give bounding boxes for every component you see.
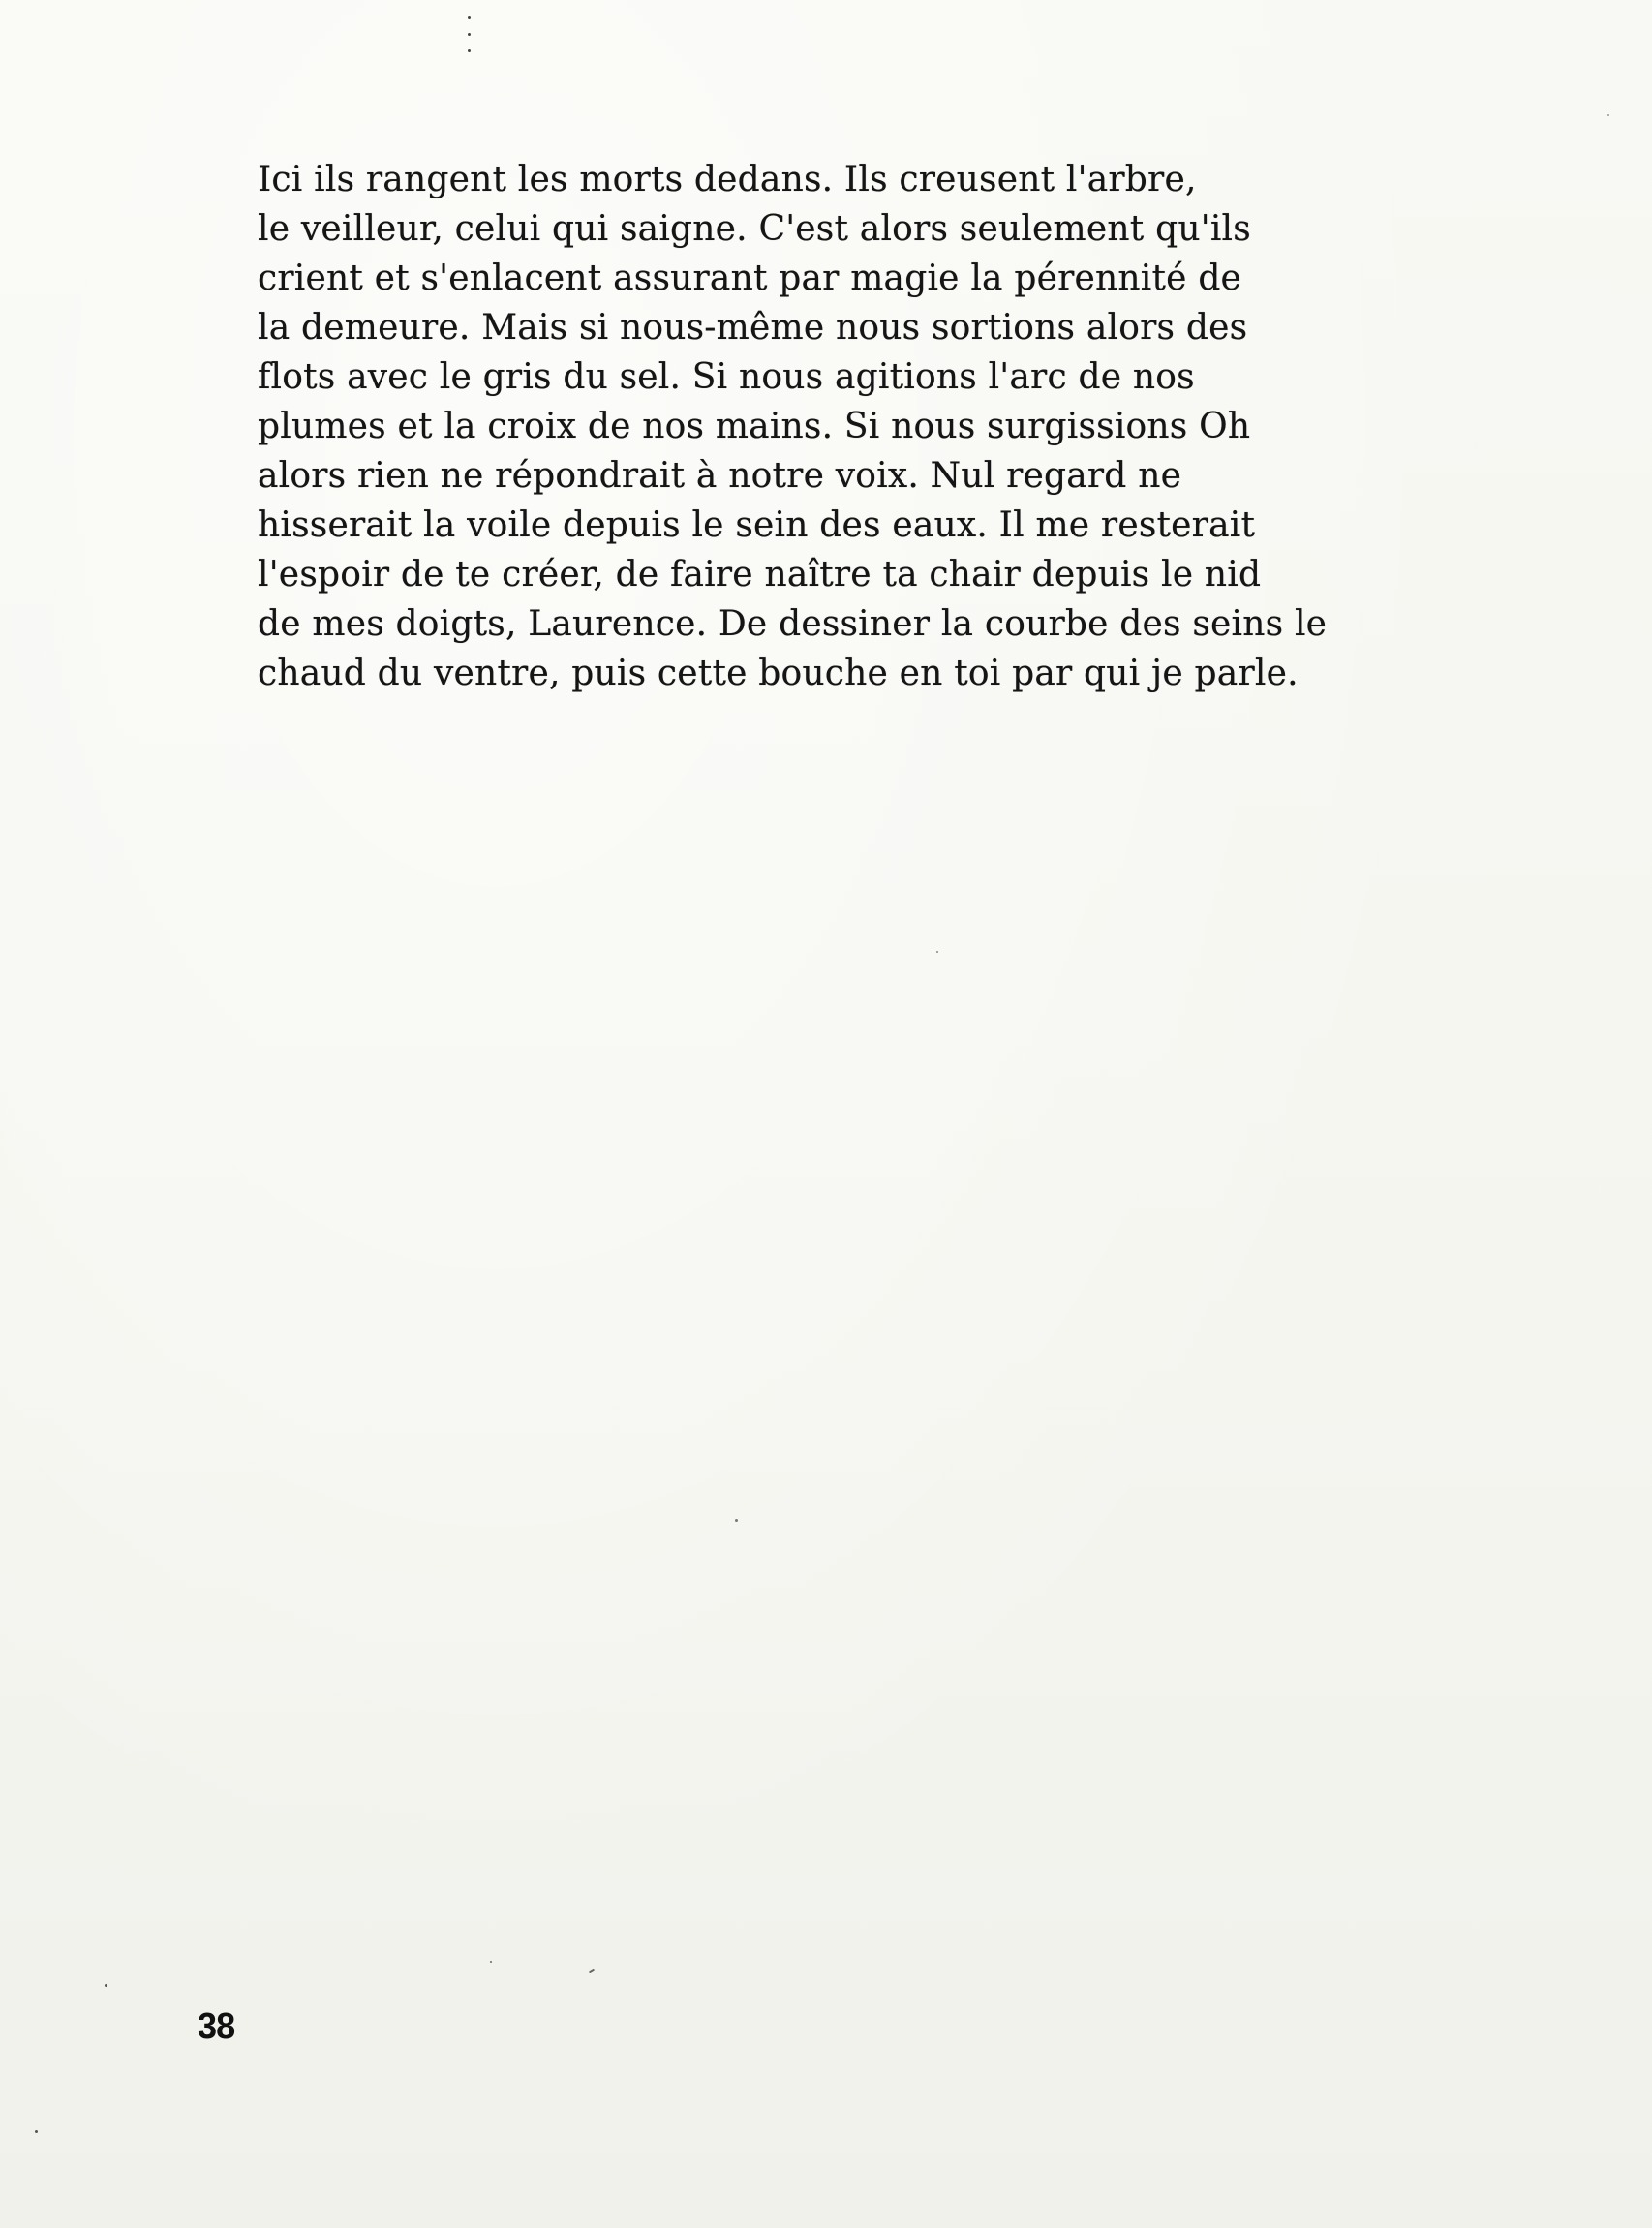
- speck-mark: [490, 1961, 492, 1963]
- poem-line: l'espoir de te créer, de faire naître ta chair depuis le nid: [258, 555, 1262, 595]
- speck-mark: [589, 1969, 595, 1974]
- speck-mark: [35, 2130, 38, 2133]
- poem-line: plumes et la croix de nos mains. Si nous surgissions Oh: [258, 407, 1251, 446]
- speck-mark: [468, 16, 471, 19]
- poem-line: la demeure. Mais si nous-même nous sortions alors des: [258, 308, 1248, 348]
- speck-mark: [468, 49, 471, 52]
- speck-mark: [1607, 114, 1609, 116]
- speck-mark: [468, 33, 471, 36]
- page-number: 38: [198, 2006, 235, 2047]
- poem-line: crient et s'enlacent assurant par magie la pérennité de: [258, 259, 1242, 298]
- poem-line: Ici ils rangent les morts dedans. Ils creusent l'arbre,: [258, 160, 1197, 199]
- poem-line: le veilleur, celui qui saigne. C'est alors seulement qu'ils: [258, 209, 1251, 249]
- speck-mark: [105, 1984, 107, 1987]
- poem-line: de mes doigts, Laurence. De dessiner la courbe des seins le: [258, 604, 1328, 644]
- speck-mark: [936, 951, 938, 953]
- poem-line: hisserait la voile depuis le sein des eaux. Il me resterait: [258, 505, 1256, 545]
- speck-mark: [735, 1519, 738, 1522]
- poem-line: alors rien ne répondrait à notre voix. Nul regard ne: [258, 456, 1182, 496]
- poem-text: [258, 155, 1555, 698]
- poem-line: chaud du ventre, puis cette bouche en toi par qui je parle.: [258, 654, 1299, 693]
- poem-line: flots avec le gris du sel. Si nous agitions l'arc de nos: [258, 357, 1195, 397]
